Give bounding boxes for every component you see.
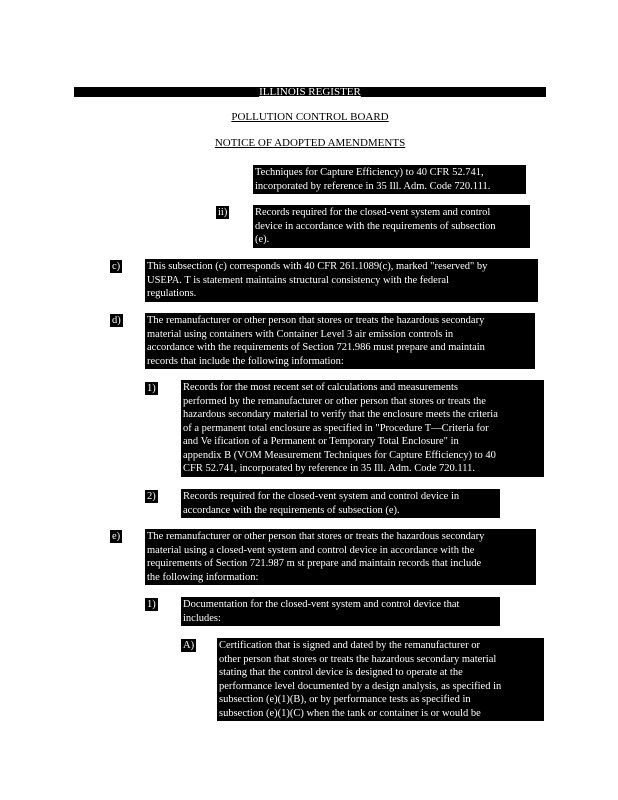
text-line: incorporated by reference in 35 Ill. Adm. Code 720.111. <box>255 180 491 192</box>
text-line: material using containers with Container Level 3 air emission controls in <box>147 328 454 340</box>
text-line: (e). <box>255 234 270 245</box>
text-line: and Ve ification of a Permanent or Temporary Total Enclosure" in <box>183 436 459 447</box>
text-line: USEPA. T is statement maintains structural consistency with the federal <box>147 274 449 286</box>
text-line: hazardous secondary material to verify that the enclosure meets the criteria <box>183 409 498 420</box>
text-line: requirements of Section 721.987 m st prepare and maintain records that include <box>147 558 482 569</box>
item-label: ii) <box>218 207 228 218</box>
text-line: CFR 52.741, incorporated by reference in 35 Ill. Adm. Code 720.111. <box>183 463 476 474</box>
text-line: accordance with the requirements of subsection (e). <box>183 504 400 516</box>
text-line: performed by the remanufacturer or other person that stores or treats the <box>183 395 486 407</box>
paragraph-d1 <box>181 380 544 477</box>
notice-title: NOTICE OF ADOPTED AMENDMENTS <box>214 137 406 149</box>
text-line: This subsection (c) corresponds with 40 CFR 261.1089(c), marked "reserved" by <box>147 261 488 272</box>
text-line: accordance with the requirements of Section 721.986 must prepare and maintain <box>147 342 485 353</box>
text-line: Records for the most recent set of calculations and measurements <box>183 382 458 393</box>
text-line: subsection (e)(1)(C) when the tank or container is or would be <box>219 707 481 719</box>
paragraph-d2 <box>181 489 500 518</box>
register-title: ILLINOIS REGISTER <box>259 86 361 98</box>
subsection-c-paragraph <box>145 259 538 302</box>
text-line: subsection (e)(1)(B), or by performance tests as specified in <box>219 694 471 705</box>
board-title: POLLUTION CONTROL BOARD <box>231 111 389 123</box>
register-header <box>74 87 546 97</box>
clause-a-paragraph <box>217 638 544 721</box>
item-ii-paragraph <box>253 205 530 248</box>
paragraph-label: 1) <box>147 383 156 394</box>
text-line: includes: <box>183 612 221 624</box>
text-line: performance level documented by a design analysis, as specified in <box>219 680 502 692</box>
paragraph-label: 2) <box>147 491 156 502</box>
subsection-d-paragraph <box>145 313 535 369</box>
text-line: The remanufacturer or other person that stores or treats the hazardous secondary <box>147 531 485 542</box>
text-line: regulations. <box>147 288 197 299</box>
text-line: Documentation for the closed-vent system and control device that <box>183 599 460 610</box>
text-line: appendix B (VOM Measurement Techniques for Capture Efficiency) to 40 <box>183 449 496 461</box>
text-line: The remanufacturer or other person that stores or treats the hazardous secondary <box>147 315 485 326</box>
subsection-label: e) <box>112 531 121 542</box>
text-line: the following information: <box>147 571 259 583</box>
text-line: material using a closed-vent system and control device in accordance with the <box>147 544 475 556</box>
text-line: Records required for the closed-vent system and control <box>255 207 491 218</box>
text-line: Records required for the closed-vent system and control device in <box>183 491 460 502</box>
notice-header <box>74 137 546 149</box>
clause-label: A) <box>183 640 195 651</box>
text-line: stating that the control device is designed to operate at the <box>219 667 463 678</box>
subsection-label: c) <box>112 261 121 272</box>
text-line: records that include the following information: <box>147 355 344 367</box>
text-line: Certification that is signed and dated by the remanufacturer or <box>219 640 480 651</box>
continuation-paragraph <box>253 165 526 194</box>
text-line: device in accordance with the requirements of subsection <box>255 220 496 232</box>
text-line: Techniques for Capture Efficiency) to 40 CFR 52.741, <box>255 167 484 178</box>
subsection-label: d) <box>112 315 121 326</box>
paragraph-label: 1) <box>147 599 156 610</box>
paragraph-e1 <box>181 597 500 626</box>
subsection-e-paragraph <box>145 529 536 585</box>
text-line: of a permanent total enclosure as specified in "Procedure T—Criteria for <box>183 422 489 434</box>
board-header <box>74 111 546 123</box>
text-line: other person that stores or treats the hazardous secondary material <box>219 653 497 665</box>
